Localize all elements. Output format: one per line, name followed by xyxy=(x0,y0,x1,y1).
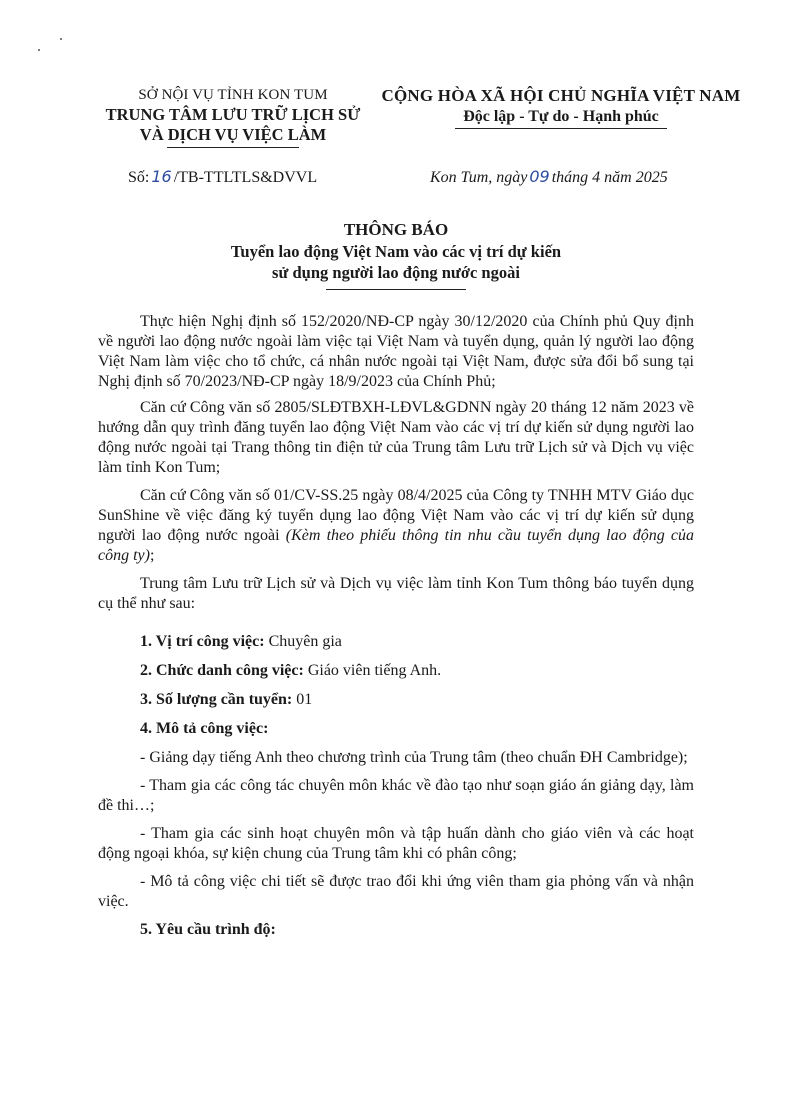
number-prefix: Số: xyxy=(128,169,150,186)
document-title xyxy=(98,219,694,290)
item-2-value: Giáo viên tiếng Anh. xyxy=(303,662,442,679)
paragraph-legal-basis-2: Căn cứ Công văn số 2805/SLĐTBXH-LĐVL&GDNN ngày 20 tháng 12 năm 2023 về hướng dẫn quy trình đăng tuyển lao động Việt Nam vào các vị trí dự kiến sử dụng người lao động nước ngoài tại Trang thông tin điện tử của Trung tâm Lưu trữ Lịch sử và Dịch vụ việc làm tỉnh Kon Tum; xyxy=(98,399,694,476)
item-5-label: 5. Yêu cầu trình độ: xyxy=(140,921,276,938)
description-bullet-2: - Tham gia các công tác chuyên môn khác về đào tạo như soạn giáo án giảng dạy, làm đề thi…; xyxy=(98,777,694,814)
organization-line-1: TRUNG TÂM LƯU TRỮ LỊCH SỬ xyxy=(105,105,361,124)
subject-line-1: Tuyển lao động Việt Nam vào các vị trí dự kiến xyxy=(230,242,562,261)
handwritten-day: 09 xyxy=(529,167,550,186)
paragraph-legal-basis-3 xyxy=(98,486,694,566)
item-1-label: 1. Vị trí công việc: xyxy=(140,633,265,650)
paragraph-announcement: Trung tâm Lưu trữ Lịch sử và Dịch vụ việc làm tỉnh Kon Tum thông báo tuyển dụng cụ thể như sau: xyxy=(98,575,694,612)
item-qualification xyxy=(98,920,694,940)
subject-line-2: sử dụng người lao động nước ngoài xyxy=(272,263,520,282)
document-number xyxy=(128,167,317,187)
issuing-agency xyxy=(98,86,368,148)
item-job-title xyxy=(98,661,694,681)
paragraph-3-text: Căn cứ Công văn số 01/CV-SS.25 ngày 08/4/2025 của Công ty TNHH MTV Giáo dục SunShine về việc đăng ký tuyển dụng lao động Việt Nam vào các vị trí dự kiến sử dụng người lao động nước ngoài xyxy=(98,487,694,544)
item-3-label: 3. Số lượng cần tuyển: xyxy=(140,691,293,708)
document-date xyxy=(430,167,668,187)
scan-speck xyxy=(60,38,62,40)
national-heading xyxy=(376,86,746,129)
agency-underline xyxy=(167,147,299,148)
national-motto: Độc lập - Tự do - Hạnh phúc xyxy=(463,108,659,125)
scan-speck xyxy=(38,49,40,51)
document-body xyxy=(98,312,694,949)
description-bullet-4: - Mô tả công việc chi tiết sẽ được trao đổi khi ứng viên tham gia phỏng vấn và nhận việc. xyxy=(98,873,694,910)
description-bullet-3: - Tham gia các sinh hoạt chuyên môn và tập huấn dành cho giáo viên và các hoạt động ngoại khóa, sự kiện chung của Trung tâm khi có phân công; xyxy=(98,825,694,862)
item-4-label: 4. Mô tả công việc: xyxy=(140,720,269,737)
organization-line-2: VÀ DỊCH VỤ VIỆC LÀM xyxy=(139,125,327,144)
motto-underline xyxy=(455,128,667,129)
handwritten-number: 16 xyxy=(151,167,172,186)
document-type: THÔNG BÁO xyxy=(343,220,449,239)
date-suffix: tháng 4 năm 2025 xyxy=(551,169,668,186)
item-2-label: 2. Chức danh công việc: xyxy=(140,662,304,679)
parent-department: SỞ NỘI VỤ TỈNH KON TUM xyxy=(138,87,328,103)
paragraph-3-attachment-note: (Kèm theo phiếu thông tin nhu cầu tuyển dụng lao động của công ty) xyxy=(98,527,695,564)
item-1-value: Chuyên gia xyxy=(264,633,342,650)
item-3-value: 01 xyxy=(292,691,313,708)
paragraph-legal-basis-1: Thực hiện Nghị định số 152/2020/NĐ-CP ngày 30/12/2020 của Chính phủ Quy định về người lao động nước ngoài làm việc tại Việt Nam và tuyển dụng, quản lý người lao động Việt Nam làm việc cho tổ chức, cá nhân nước ngoài tại Việt Nam, được sửa đổi bổ sung tại Nghị định số 70/2023/NĐ-CP ngày 18/9/2023 của Chính Phủ; xyxy=(98,313,694,390)
item-job-position xyxy=(98,632,694,652)
item-headcount xyxy=(98,690,694,710)
country-name: CỘNG HÒA XÃ HỘI CHỦ NGHĨA VIỆT NAM xyxy=(381,86,741,105)
organization-name xyxy=(106,105,361,145)
paragraph-3-end: ; xyxy=(149,547,155,564)
description-bullet-1: - Giảng dạy tiếng Anh theo chương trình của Trung tâm (theo chuẩn ĐH Cambridge); xyxy=(140,749,688,766)
item-job-description xyxy=(98,719,694,739)
date-prefix: Kon Tum, ngày xyxy=(430,169,528,186)
number-suffix: /TB-TTLTLS&DVVL xyxy=(173,169,318,186)
title-underline xyxy=(326,289,466,290)
